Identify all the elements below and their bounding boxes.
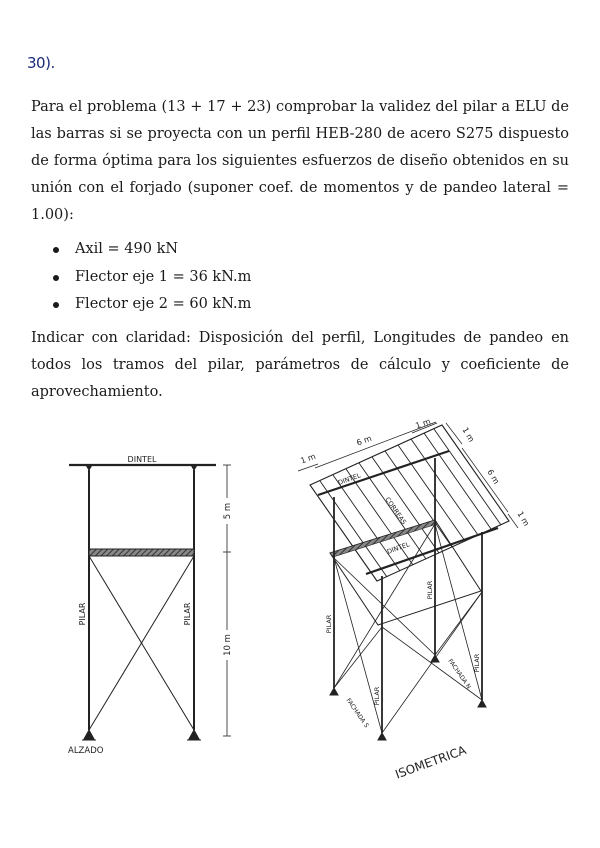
problem-number: 30). [27, 54, 55, 72]
iso-column-label-1: PILAR [325, 614, 333, 634]
iso-beam-label-back: DINTEL [336, 471, 362, 487]
iso-facade-south: FACHADA S [344, 697, 370, 730]
iso-dim-6m-right: 6 m [485, 467, 501, 486]
isometric-roof [310, 425, 509, 581]
elevation-column-label-left: PILAR [78, 602, 87, 626]
load-axial: Axil = 490 kN [31, 236, 251, 264]
load-moment-axis-1: Flector eje 1 = 36 kN.m [31, 264, 251, 292]
iso-dim-1m-top: 1 m [414, 416, 432, 431]
elevation-drawing [69, 465, 231, 740]
iso-beam-label-front: DINTEL [385, 540, 411, 556]
iso-facade-north: FACHADA N [446, 657, 473, 691]
isometric-bracing [334, 524, 482, 733]
iso-dim-1m-left: 1 m [299, 451, 317, 466]
elevation-beam-label: DINTEL [127, 455, 157, 464]
elevation-dim-5m: 5 m [223, 502, 233, 520]
isometric-supports [330, 655, 486, 740]
load-moment-axis-2: Flector eje 2 = 60 kN.m [31, 291, 251, 319]
elevation-dim-10m: 10 m [223, 634, 233, 656]
isometric-caption: ISOMETRICA [393, 742, 468, 782]
instructions: Indicar con claridad: Disposición del perfil, Longitudes de pandeo en todos los tramos del pilar, parámetros de cálculo y coeficiente de aprovechamiento. [31, 330, 569, 400]
iso-column-label-4: PILAR [473, 653, 481, 673]
problem-statement: Para el problema (13 + 17 + 23) comprobar la validez del pilar a ELU de las barras si se proyecta con un perfil HEB-280 de acero S275 dispuesto de forma óptima para los siguientes esfuerzos de diseño obtenidos en su unión con el forjado (suponer coef. de momentos y de pandeo lateral = 1.00): [31, 99, 569, 223]
isometric-drawing [298, 422, 518, 740]
iso-dim-1m-right-bottom: 1 m [515, 509, 531, 528]
elevation-column-label-right: PILAR [183, 602, 192, 626]
iso-purlins-label: CORREAS [383, 495, 408, 526]
elevation-supports [84, 730, 199, 739]
iso-column-label-3: PILAR [373, 686, 381, 706]
elevation-caption: ALZADO [68, 746, 104, 756]
iso-dim-6m-top: 6 m [355, 433, 373, 448]
iso-column-label-2: PILAR [426, 580, 434, 600]
iso-dim-1m-right-top: 1 m [460, 425, 476, 444]
elevation-slab [89, 549, 194, 556]
